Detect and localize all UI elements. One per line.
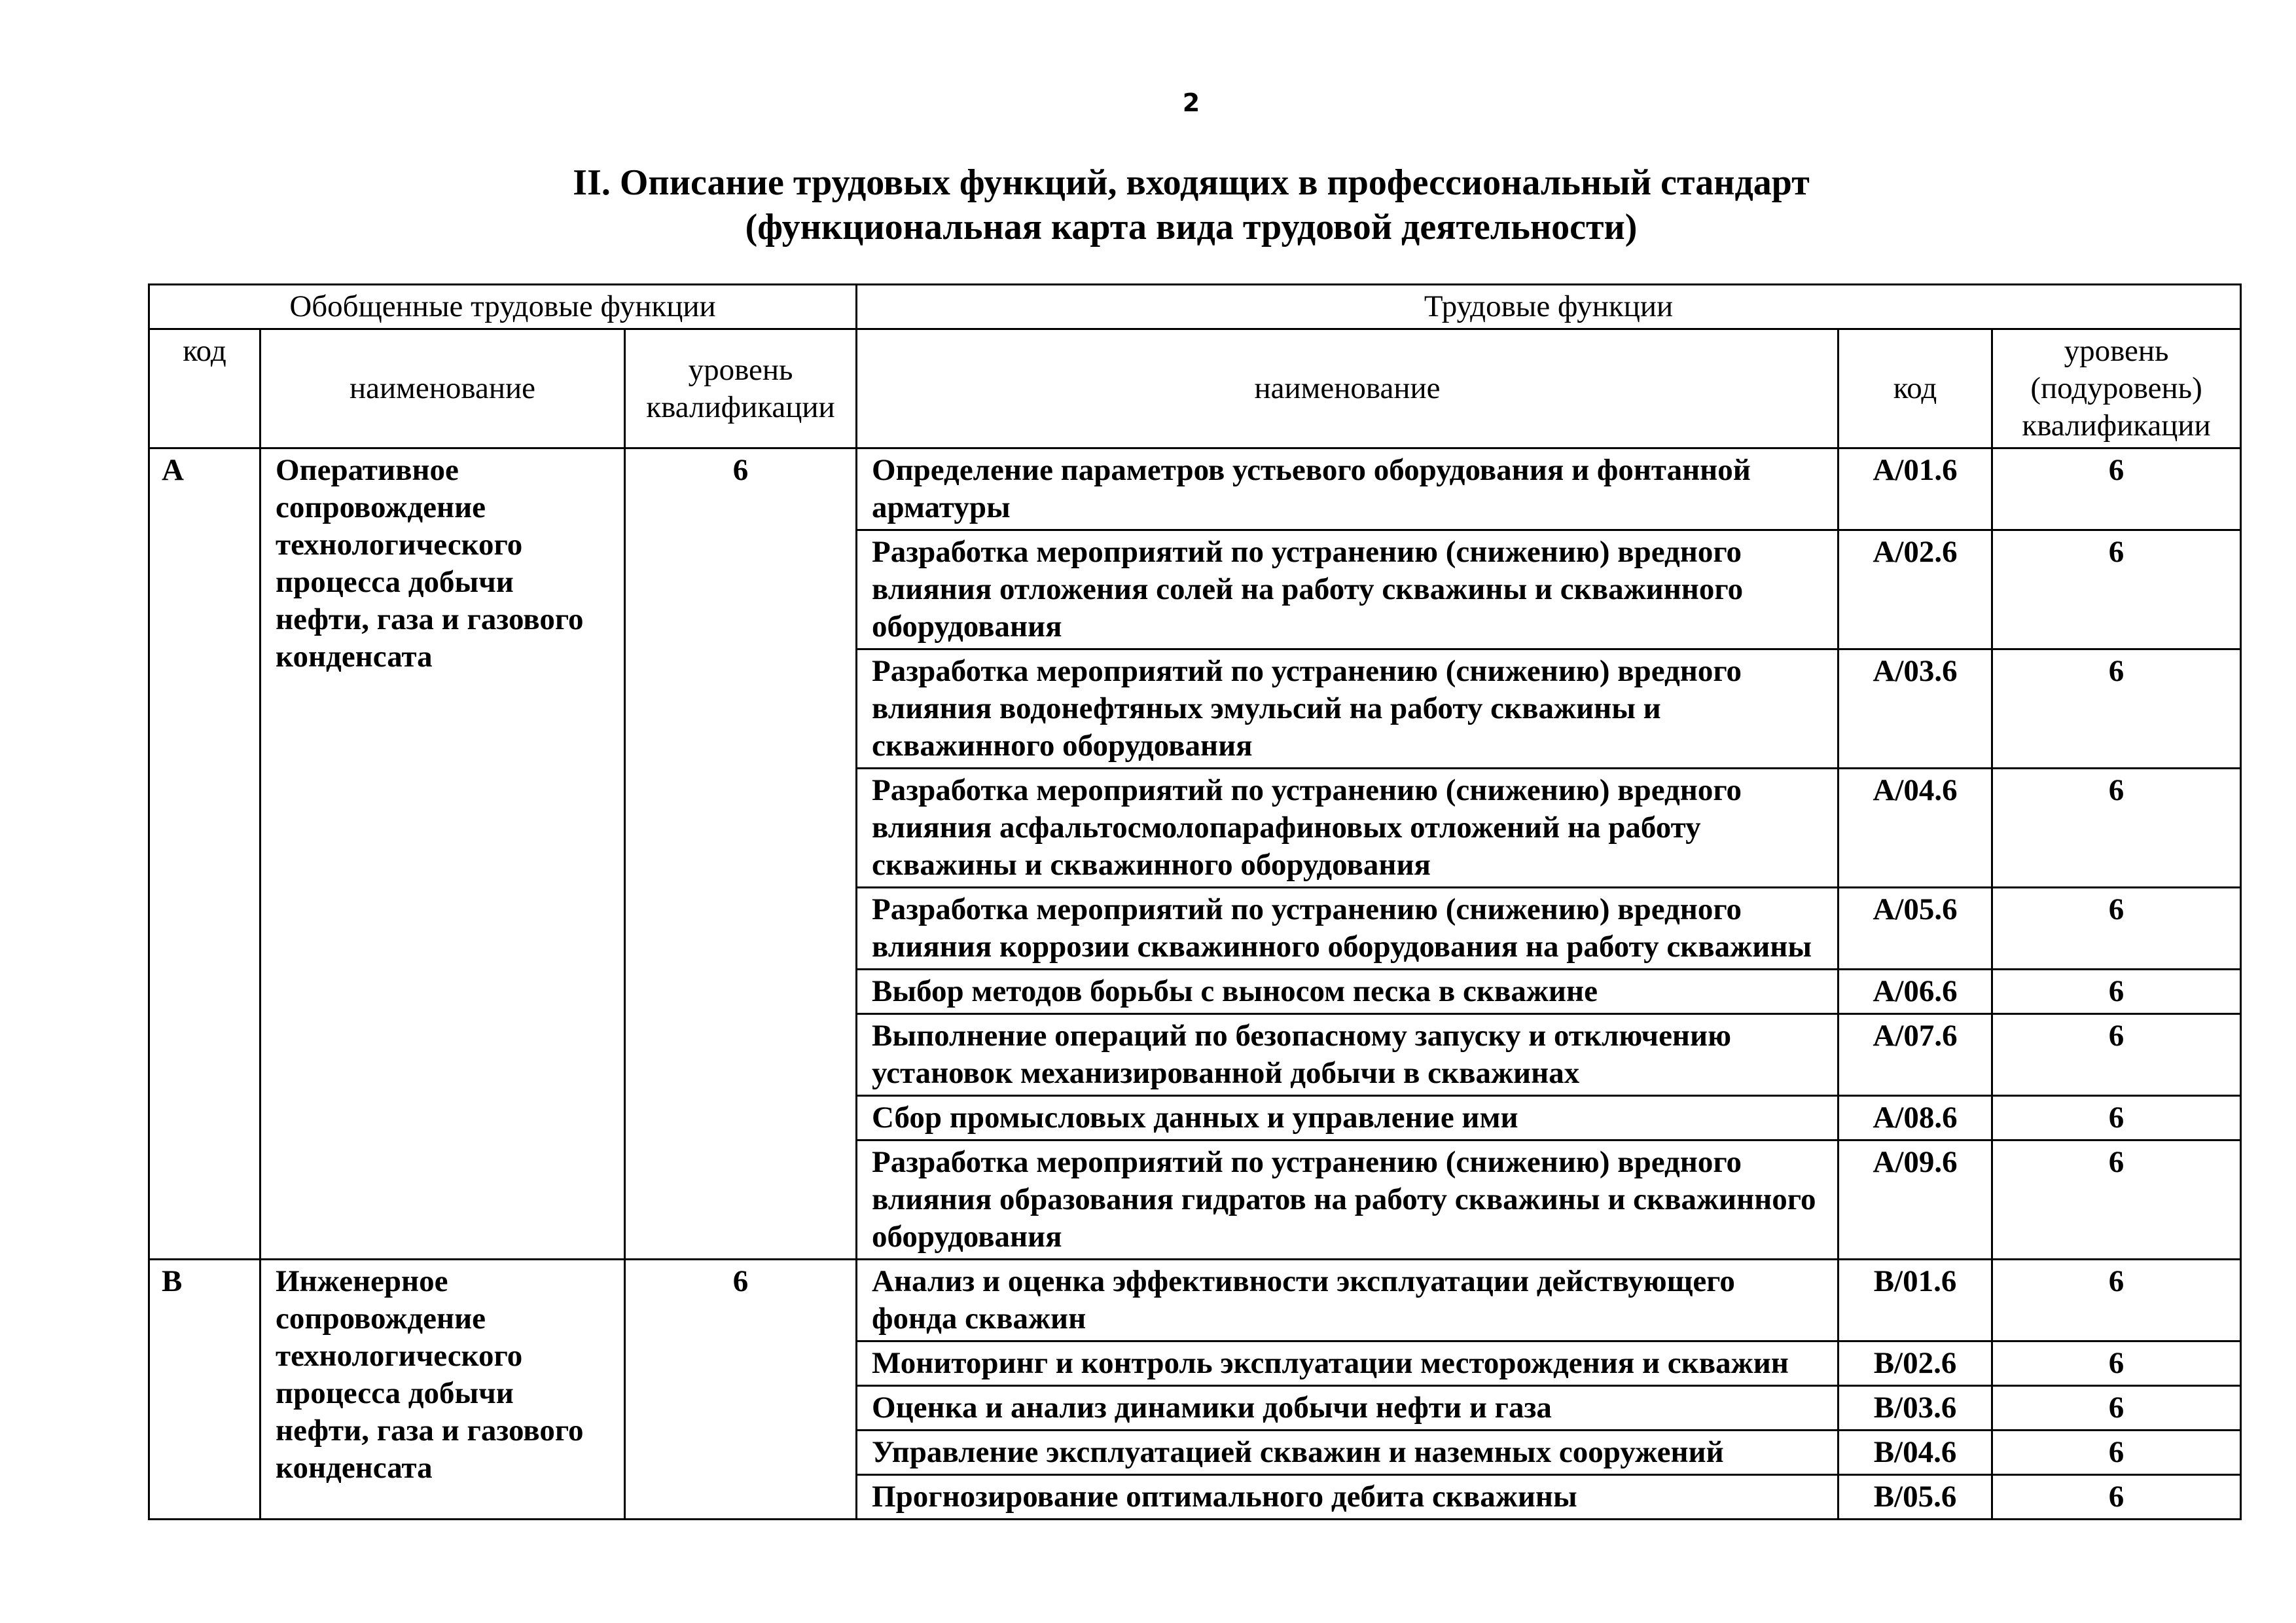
- labor-function-level: 6: [1992, 1260, 2241, 1341]
- labor-function-code: B/03.6: [1839, 1386, 1992, 1431]
- labor-function-level: 6: [1992, 649, 2241, 769]
- generalized-function-code: B: [149, 1260, 260, 1520]
- functional-map-table: [148, 283, 2242, 1520]
- generalized-function-code: A: [149, 448, 260, 1260]
- labor-function-name: Разработка мероприятий по устранению (снижению) вредного влияния отложения солей на работу скважины и скважинного оборудования: [857, 530, 1839, 649]
- labor-function-name: Оценка и анализ динамики добычи нефти и газа: [857, 1386, 1839, 1431]
- labor-function-code: B/01.6: [1839, 1260, 1992, 1341]
- title-line-2: (функциональная карта вида трудовой деятельности): [745, 207, 1638, 247]
- labor-function-name: Управление эксплуатацией скважин и наземных сооружений: [857, 1431, 1839, 1475]
- generalized-function-level: 6: [625, 1260, 857, 1520]
- labor-function-level: 6: [1992, 1140, 2241, 1260]
- labor-function-code: A/08.6: [1839, 1096, 1992, 1140]
- header-generalized-functions: Обобщенные трудовые функции: [149, 285, 857, 329]
- labor-function-level: 6: [1992, 1386, 2241, 1431]
- table-row: [149, 448, 2241, 530]
- generalized-function-level: 6: [625, 448, 857, 1260]
- labor-function-level: 6: [1992, 1096, 2241, 1140]
- title-line-1: II. Описание трудовых функций, входящих в профессиональный стандарт: [573, 162, 1810, 203]
- labor-function-name: Выбор методов борьбы с выносом песка в скважине: [857, 970, 1839, 1014]
- labor-function-name: Выполнение операций по безопасному запуску и отключению установок механизированной добычи в скважинах: [857, 1014, 1839, 1096]
- header-labor-functions: Трудовые функции: [857, 285, 2241, 329]
- page-number: 2: [1182, 88, 1200, 117]
- labor-function-level: 6: [1992, 888, 2241, 970]
- labor-function-name: Разработка мероприятий по устранению (снижению) вредного влияния водонефтяных эмульсий на работу скважины и скважинного оборудования: [857, 649, 1839, 769]
- header-generalized-code: код: [149, 329, 260, 448]
- labor-function-level: 6: [1992, 530, 2241, 649]
- labor-function-code: A/03.6: [1839, 649, 1992, 769]
- header-function-level: уровень (подуровень) квалификации: [1992, 329, 2241, 448]
- labor-function-name: Разработка мероприятий по устранению (снижению) вредного влияния образования гидратов на работу скважины и скважинного оборудования: [857, 1140, 1839, 1260]
- labor-function-level: 6: [1992, 1014, 2241, 1096]
- labor-function-code: B/05.6: [1839, 1475, 1992, 1520]
- labor-function-name: Разработка мероприятий по устранению (снижению) вредного влияния коррозии скважинного оборудования на работу скважины: [857, 888, 1839, 970]
- labor-function-name: Определение параметров устьевого оборудования и фонтанной арматуры: [857, 448, 1839, 530]
- labor-function-level: 6: [1992, 1475, 2241, 1520]
- labor-function-name: Прогнозирование оптимального дебита скважины: [857, 1475, 1839, 1520]
- labor-function-level: 6: [1992, 1431, 2241, 1475]
- labor-function-level: 6: [1992, 448, 2241, 530]
- header-generalized-name: наименование: [260, 329, 625, 448]
- labor-function-code: A/09.6: [1839, 1140, 1992, 1260]
- header-generalized-level: уровень квалификации: [625, 329, 857, 448]
- labor-function-code: B/04.6: [1839, 1431, 1992, 1475]
- labor-function-name: Анализ и оценка эффективности эксплуатации действующего фонда скважин: [857, 1260, 1839, 1341]
- header-function-code: код: [1839, 329, 1992, 448]
- page-title: [0, 160, 2296, 249]
- labor-function-code: B/02.6: [1839, 1341, 1992, 1386]
- labor-function-level: 6: [1992, 970, 2241, 1014]
- labor-function-name: Мониторинг и контроль эксплуатации месторождения и скважин: [857, 1341, 1839, 1386]
- labor-function-code: A/07.6: [1839, 1014, 1992, 1096]
- labor-function-level: 6: [1992, 1341, 2241, 1386]
- labor-function-code: A/01.6: [1839, 448, 1992, 530]
- generalized-function-name: Инженерное сопровождение технологического процесса добычи нефти, газа и газового конденсата: [260, 1260, 625, 1520]
- table-row: [149, 1260, 2241, 1341]
- labor-function-code: A/05.6: [1839, 888, 1992, 970]
- labor-function-code: A/02.6: [1839, 530, 1992, 649]
- labor-function-code: A/04.6: [1839, 769, 1992, 888]
- header-function-name: наименование: [857, 329, 1839, 448]
- labor-function-level: 6: [1992, 769, 2241, 888]
- labor-function-code: A/06.6: [1839, 970, 1992, 1014]
- labor-function-name: Сбор промысловых данных и управление ими: [857, 1096, 1839, 1140]
- labor-function-name: Разработка мероприятий по устранению (снижению) вредного влияния асфальтосмолопарафиновых отложений на работу скважины и скважинного оборудования: [857, 769, 1839, 888]
- generalized-function-name: Оперативное сопровождение технологического процесса добычи нефти, газа и газового конденсата: [260, 448, 625, 1260]
